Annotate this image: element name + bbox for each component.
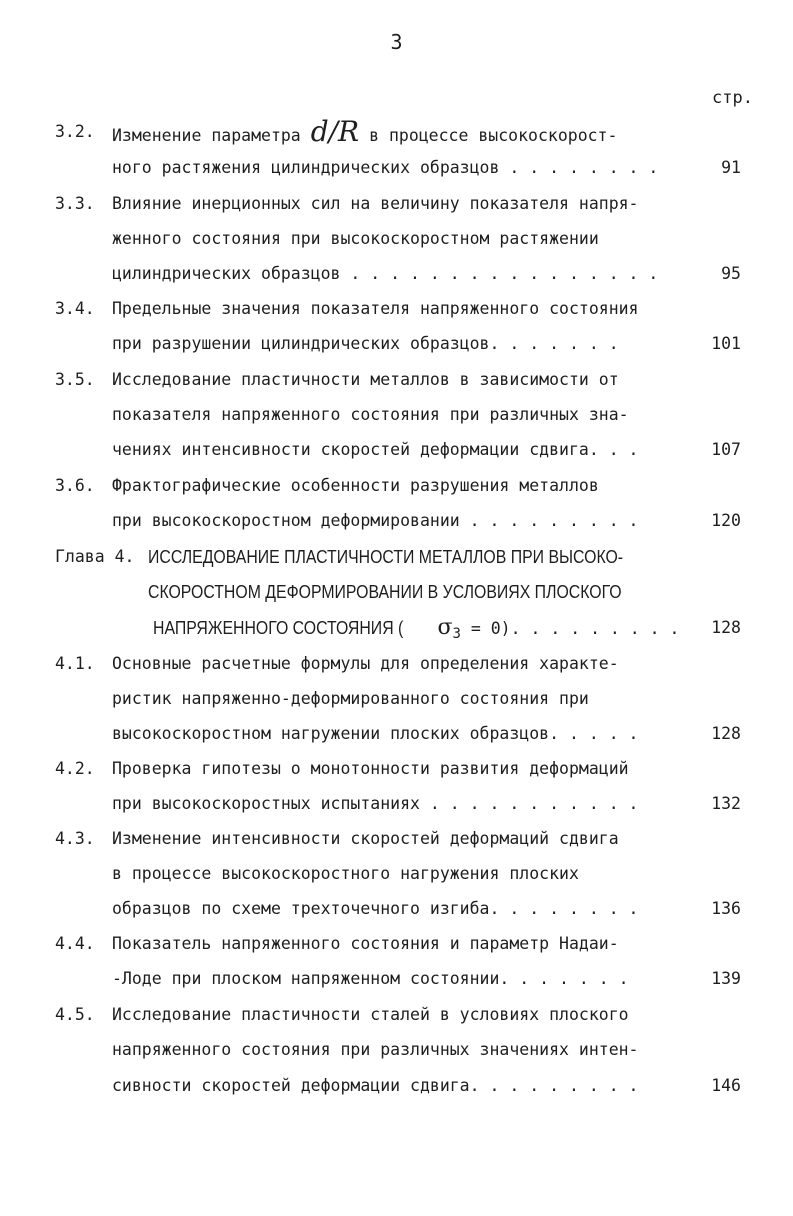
entry-title-line: Исследование пластичности металлов в зависимости от	[112, 370, 619, 389]
handwritten-formula: d/R	[310, 115, 360, 148]
entry-title-line: -Лоде при плоском напряженном состоянии. . . . . . .	[112, 969, 629, 988]
entry-number: 3.4.	[55, 299, 95, 318]
entry-title-line: сивности скоростей деформации сдвига. . . . . . . . .	[112, 1076, 639, 1095]
chapter-title-line: ИССЛЕДОВАНИЕ ПЛАСТИЧНОСТИ МЕТАЛЛОВ ПРИ ВЫСОКО-	[148, 547, 624, 567]
chapter-title-line: СКОРОСТНОМ ДЕФОРМИРОВАНИИ В УСЛОВИЯХ ПЛОСКОГО	[148, 582, 622, 602]
entry-page-number: 128	[711, 724, 741, 743]
entry-title-line: образцов по схеме трехточечного изгиба. . . . . . . .	[112, 899, 639, 918]
entry-title-line: в процессе высокоскоростного нагружения плоских	[112, 864, 579, 883]
entry-title-line: Влияние инерционных сил на величину показателя напря-	[112, 194, 639, 213]
entry-title-line: Проверка гипотезы о монотонности развития деформаций	[112, 759, 629, 778]
entry-page-number: 132	[711, 794, 741, 813]
entry-page-number: 146	[711, 1076, 741, 1095]
entry-title-line: Основные расчетные формулы для определения характе-	[112, 654, 619, 673]
entry-title-line: Исследование пластичности сталей в условиях плоского	[112, 1005, 629, 1024]
entry-title-line: при высокоскоростных испытаниях . . . . . . . . . . .	[112, 794, 639, 813]
entry-page-number: 128	[711, 618, 741, 637]
chapter-label: Глава 4.	[55, 547, 135, 566]
sigma-symbol: σ	[437, 615, 453, 640]
entry-page-number: 139	[711, 969, 741, 988]
entry-number: 3.5.	[55, 370, 95, 389]
entry-title-line: высокоскоростном нагружении плоских образцов. . . . .	[112, 724, 639, 743]
entry-title-line: показателя напряженного состояния при различных зна-	[112, 405, 629, 424]
entry-title-line: Изменение интенсивности скоростей деформаций сдвига	[112, 829, 619, 848]
entry-title-line: напряженного состояния при различных значениях интен-	[112, 1040, 639, 1059]
entry-title-line: женного состояния при высокоскоростном растяжении	[112, 229, 599, 248]
entry-number: 3.6.	[55, 476, 95, 495]
page-number: 3	[390, 30, 403, 54]
entry-number: 4.4.	[55, 934, 95, 953]
entry-number: 4.1.	[55, 654, 95, 673]
entry-title-line: Показатель напряженного состояния и параметр Надаи-	[112, 934, 619, 953]
entry-page-number: 136	[711, 899, 741, 918]
entry-title-line: чениях интенсивности скоростей деформации сдвига. . .	[112, 440, 639, 459]
entry-title-line: цилиндрических образцов . . . . . . . . . . . . . . . .	[112, 264, 659, 283]
entry-page-number: 107	[711, 440, 741, 459]
chapter-title-line: НАПРЯЖЕННОГО СОСТОЯНИЯ ( $\sigma_3 = 0$). . . . . . . . .	[153, 615, 680, 642]
entry-number: 3.2.	[55, 122, 95, 141]
entry-title-line: Предельные значения показателя напряженного состояния	[112, 299, 639, 318]
entry-page-number: 101	[711, 334, 741, 353]
entry-page-number: 95	[721, 264, 741, 283]
entry-number: 4.2.	[55, 759, 95, 778]
entry-title-line: Изменение параметра d/R в процессе высокоскорост-	[112, 115, 618, 148]
entry-page-number: 91	[721, 158, 741, 177]
entry-title-line: Фрактографические особенности разрушения металлов	[112, 476, 599, 495]
entry-title-line: ристик напряженно-деформированного состояния при	[112, 689, 589, 708]
entry-number: 4.3.	[55, 829, 95, 848]
entry-title-line: при высокоскоростном деформировании . . . . . . . . .	[112, 511, 639, 530]
page-column-header: стр.	[712, 88, 753, 108]
entry-page-number: 120	[711, 511, 741, 530]
entry-title-line: ного растяжения цилиндрических образцов . . . . . . . .	[112, 158, 659, 177]
entry-title-line: при разрушении цилиндрических образцов. . . . . . .	[112, 334, 619, 353]
entry-number: 4.5.	[55, 1005, 95, 1024]
entry-number: 3.3.	[55, 194, 95, 213]
